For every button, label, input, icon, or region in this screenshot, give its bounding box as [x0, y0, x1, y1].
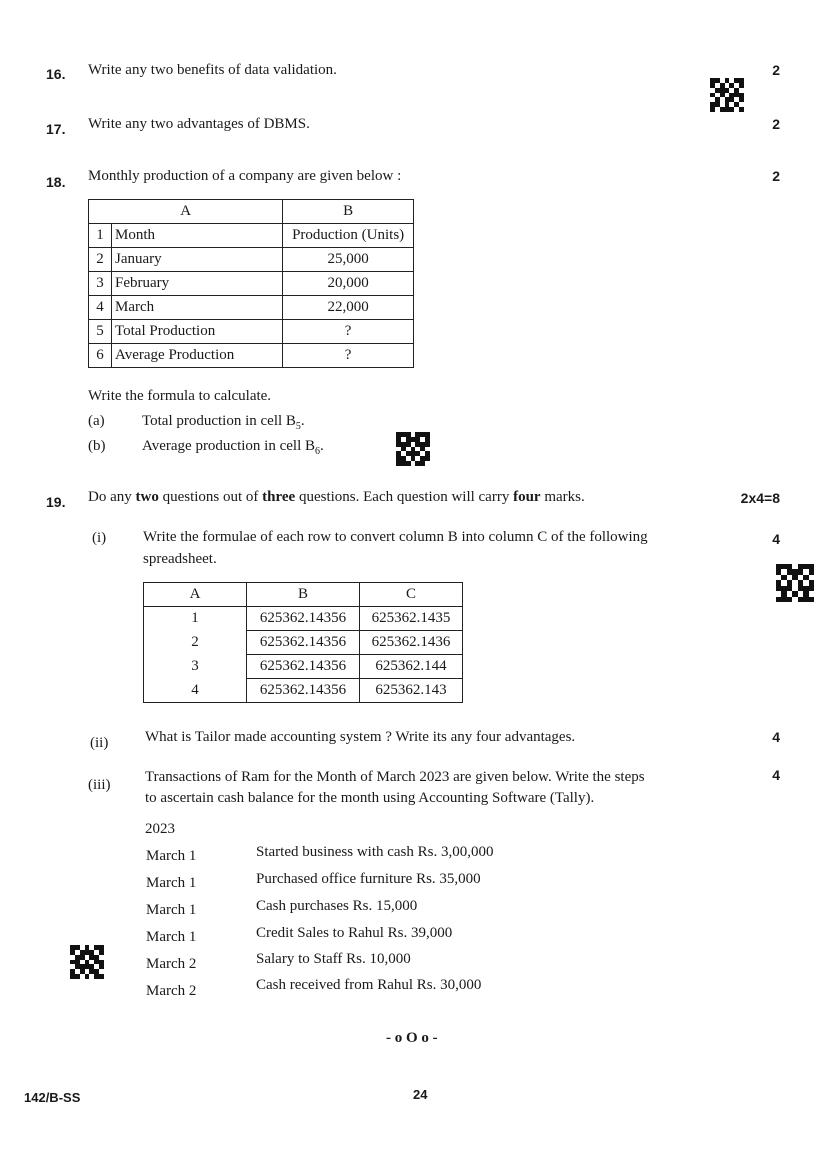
row-value-b: 625362.14356 [247, 631, 360, 655]
qr-code-icon [70, 945, 104, 979]
row-number: 4 [144, 679, 247, 703]
row-label: March [112, 296, 283, 320]
q19-intro: Do any two questions out of three questions. Each question will carry four marks. [88, 489, 585, 505]
production-header-b: B [283, 200, 414, 224]
qr-code-icon [776, 564, 814, 602]
transaction-text: Credit Sales to Rahul Rs. 39,000 [256, 925, 453, 941]
q17-number: 17. [46, 121, 66, 137]
q18-part-a-text: Total production in cell $B_5$. [142, 413, 305, 432]
table-row [89, 296, 414, 320]
rounding-header-c: C [360, 583, 463, 607]
q19-ii-text: What is Tailor made accounting system ? Write its any four advantages. [145, 729, 576, 745]
table-row [144, 631, 463, 655]
row-value-b: 625362.14356 [247, 607, 360, 631]
row-value: 20,000 [283, 272, 414, 296]
transaction-text: Purchased office furniture Rs. 35,000 [256, 871, 481, 887]
q19-i-label: (i) [92, 530, 107, 546]
q18-number: 18. [46, 174, 66, 190]
q19-iii-label: (iii) [88, 777, 111, 793]
transaction-text: Cash received from Rahul Rs. 30,000 [256, 977, 482, 993]
transaction-date: March 2 [146, 983, 197, 999]
row-value-c: 625362.144 [360, 655, 463, 679]
row-number: 2 [144, 631, 247, 655]
row-value-b: 625362.14356 [247, 679, 360, 703]
q16-marks: 2 [772, 62, 780, 78]
q18-instruction: Write the formula to calculate. [88, 388, 272, 404]
q18-marks: 2 [772, 168, 780, 184]
table-row [89, 272, 414, 296]
q19-iii-line1: Transactions of Ram for the Month of March 2023 are given below. Write the steps [145, 769, 645, 785]
qr-code-icon [710, 78, 744, 112]
table-row [89, 320, 414, 344]
transaction-text: Cash purchases Rs. 15,000 [256, 898, 418, 914]
row-number: 6 [89, 344, 112, 368]
transaction-date: March 1 [146, 875, 197, 891]
transaction-date: March 1 [146, 848, 197, 864]
row-number: 2 [89, 248, 112, 272]
q19-marks: 2x4=8 [740, 490, 780, 506]
row-number: 3 [144, 655, 247, 679]
row-value-c: 625362.1435 [360, 607, 463, 631]
rounding-header-a: A [144, 583, 247, 607]
q18-text: Monthly production of a company are given below : [88, 168, 402, 184]
q19-ii-label: (ii) [90, 735, 109, 751]
q16-number: 16. [46, 66, 66, 82]
table-row [89, 248, 414, 272]
q19-ii-marks: 4 [772, 729, 780, 745]
rounding-table [143, 582, 463, 703]
rounding-header-b: B [247, 583, 360, 607]
row-value: 25,000 [283, 248, 414, 272]
row-value: Production (Units) [283, 224, 414, 248]
row-value-b: 625362.14356 [247, 655, 360, 679]
transaction-date: March 1 [146, 902, 197, 918]
row-label: Total Production [112, 320, 283, 344]
row-label: Average Production [112, 344, 283, 368]
page-number: 24 [413, 1087, 428, 1102]
row-value: ? [283, 344, 414, 368]
q19-iii-marks: 4 [772, 767, 780, 783]
production-header-a: A [89, 200, 283, 224]
q19-iii-line2: to ascertain cash balance for the month using Accounting Software (Tally). [145, 790, 595, 806]
transaction-text: Salary to Staff Rs. 10,000 [256, 951, 411, 967]
table-row [144, 607, 463, 631]
transaction-date: March 2 [146, 956, 197, 972]
row-value: ? [283, 320, 414, 344]
row-label: February [112, 272, 283, 296]
q18-part-b-label: (b) [88, 438, 106, 454]
row-label: January [112, 248, 283, 272]
row-number: 4 [89, 296, 112, 320]
row-number: 5 [89, 320, 112, 344]
row-label: Month [112, 224, 283, 248]
q16-text: Write any two benefits of data validation. [88, 62, 337, 78]
row-number: 3 [89, 272, 112, 296]
table-row [144, 679, 463, 703]
paper-code: 142/B-SS [24, 1090, 81, 1105]
row-value-c: 625362.1436 [360, 631, 463, 655]
q17-text: Write any two advantages of DBMS. [88, 116, 310, 132]
row-value-c: 625362.143 [360, 679, 463, 703]
q18-part-b-text: Average production in cell $B_6$. [142, 438, 324, 457]
q19-i-marks: 4 [772, 531, 780, 547]
q19-i-line2: spreadsheet. [143, 551, 217, 567]
transaction-date: March 1 [146, 929, 197, 945]
table-row [89, 224, 414, 248]
q19-number: 19. [46, 494, 66, 510]
transactions-year: 2023 [145, 821, 175, 837]
table-row [89, 344, 414, 368]
table-row [144, 655, 463, 679]
production-table [88, 199, 414, 368]
row-number: 1 [89, 224, 112, 248]
row-number: 1 [144, 607, 247, 631]
q17-marks: 2 [772, 116, 780, 132]
qr-code-icon [396, 432, 430, 466]
q19-i-line1: Write the formulae of each row to convert column B into column C of the following [143, 529, 648, 545]
q18-part-a-label: (a) [88, 413, 105, 429]
transaction-text: Started business with cash Rs. 3,00,000 [256, 844, 494, 860]
end-mark: - o O o - [386, 1030, 438, 1046]
row-value: 22,000 [283, 296, 414, 320]
